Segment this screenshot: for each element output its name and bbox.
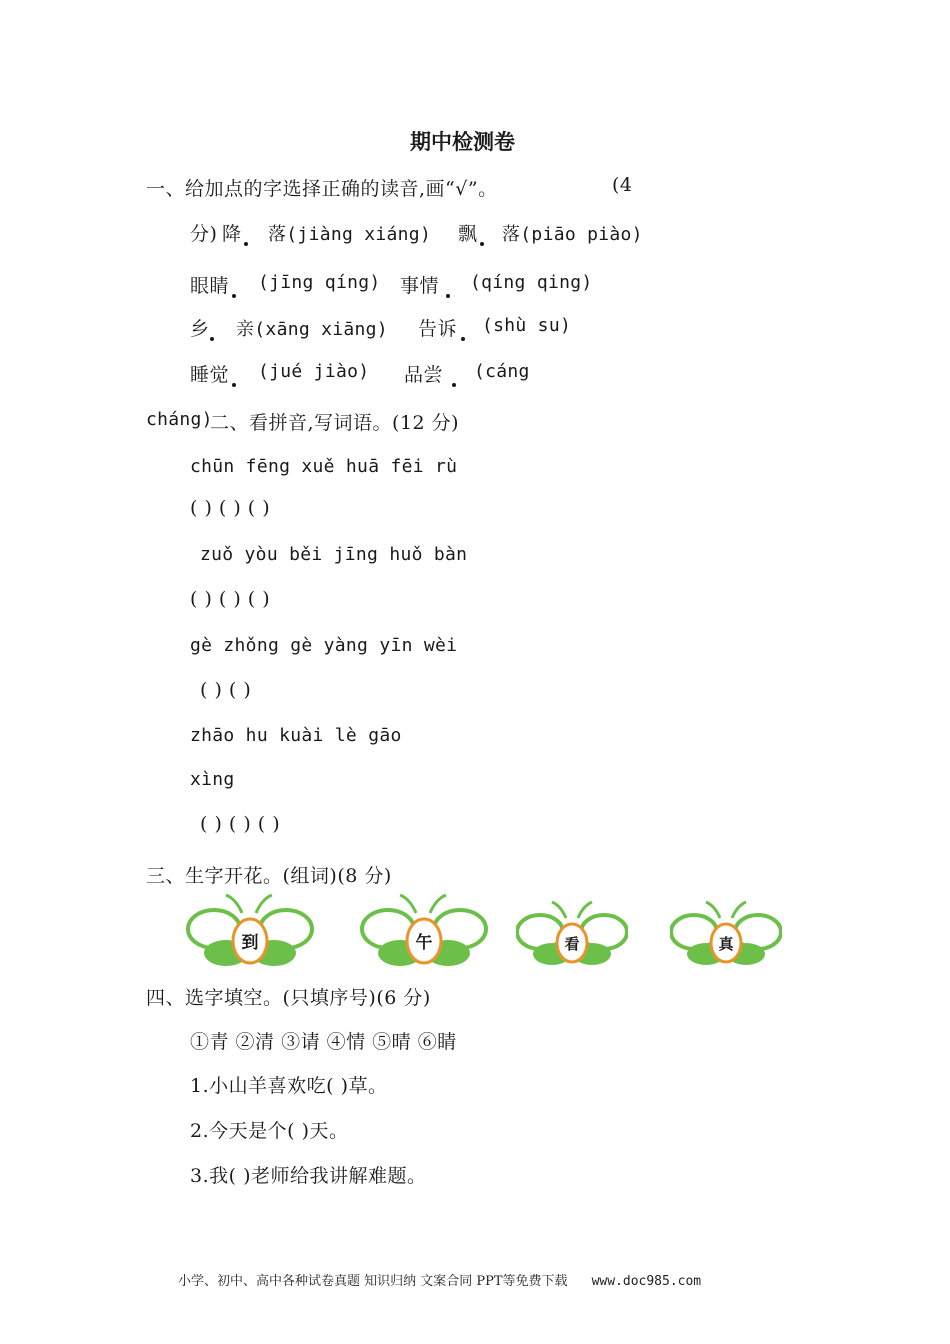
q1-options-chang: (cáng <box>474 361 530 382</box>
flower-char-1: 到 <box>241 933 259 953</box>
question-1: 1.小山羊喜欢吃( )草。 <box>190 1075 388 1097</box>
pinyin-row-1: chūn fēng xuě huā fēi rù <box>190 456 458 477</box>
answer-brackets-2: ( ) ( ) ( ) <box>190 588 271 610</box>
pinyin-row-4-cont: xìng <box>190 769 235 790</box>
q1-word-piao: 飘 <box>458 223 478 245</box>
q1-word-jing: 眼睛 <box>190 275 230 297</box>
question-3: 3.我( )老师给我讲解难题。 <box>190 1165 427 1187</box>
pinyin-row-4: zhāo hu kuài lè gāo <box>190 725 402 746</box>
butterfly-flower-3 <box>516 900 628 968</box>
q1-options-xiang: 亲(xāng xiāng) <box>236 319 388 340</box>
q1-options-chang-end: cháng) <box>146 409 213 430</box>
emphasis-dot <box>232 383 236 387</box>
flower-char-3: 看 <box>564 935 580 953</box>
answer-brackets-4: ( ) ( ) ( ) <box>200 813 281 835</box>
q1-options-jiao: (jué jiào) <box>258 361 370 382</box>
q1-word-qing: 事情 <box>400 275 440 297</box>
emphasis-dot <box>446 294 450 298</box>
q1-options-piao: 落(piāo piào) <box>502 224 643 245</box>
butterfly-flower-2 <box>360 893 488 969</box>
section4-heading: 四、选字填空。(只填序号)(6 分) <box>146 987 431 1009</box>
q1-options-qing: (qíng qing) <box>470 272 593 293</box>
footer-url[interactable]: www.doc985.com <box>591 1274 702 1289</box>
emphasis-dot <box>210 337 214 341</box>
answer-brackets-3: ( ) ( ) <box>200 679 252 701</box>
flower-char-2: 午 <box>415 933 433 953</box>
q1-options-jiang: 落(jiàng xiáng) <box>268 224 432 245</box>
q1-word-chang: 品尝 <box>404 364 444 386</box>
q1-word-xiang: 乡 <box>190 318 210 340</box>
q1-options-su: (shù su) <box>482 315 572 336</box>
pinyin-row-3: gè zhǒng gè yàng yīn wèi <box>190 635 458 656</box>
q1-word-jiang: 降 <box>222 223 242 245</box>
answer-brackets-1: ( ) ( ) ( ) <box>190 497 271 519</box>
butterfly-flower-1 <box>186 893 314 969</box>
emphasis-dot <box>232 294 236 298</box>
emphasis-dot <box>452 383 456 387</box>
option-list: ①青 ②清 ③请 ④情 ⑤晴 ⑥睛 <box>190 1031 457 1053</box>
section1-score-close: 分) <box>190 223 218 245</box>
pinyin-row-2: zuǒ yòu běi jīng huǒ bàn <box>200 544 468 565</box>
emphasis-dot <box>480 242 484 246</box>
section2-heading: 二、看拼音,写词语。(12 分) <box>210 412 460 434</box>
q1-options-jing: (jīng qíng) <box>258 272 381 293</box>
section1-heading: 一、给加点的字选择正确的读音,画“√”。 <box>146 178 498 200</box>
section1-score-open: (4 <box>612 174 633 196</box>
flower-char-4: 真 <box>718 935 734 953</box>
footer <box>178 1270 701 1289</box>
emphasis-dot <box>244 242 248 246</box>
emphasis-dot <box>461 337 465 341</box>
page-title: 期中检测卷 <box>410 129 515 154</box>
butterfly-flower-4 <box>670 900 782 968</box>
footer-text: 小学、初中、高中各种试卷真题 知识归纳 文案合同 PPT等免费下载 <box>178 1274 568 1289</box>
section3-heading: 三、生字开花。(组词)(8 分) <box>146 865 392 887</box>
q1-word-jiao: 睡觉 <box>190 364 230 386</box>
question-2: 2.今天是个( )天。 <box>190 1120 349 1142</box>
q1-word-su: 告诉 <box>418 318 458 340</box>
